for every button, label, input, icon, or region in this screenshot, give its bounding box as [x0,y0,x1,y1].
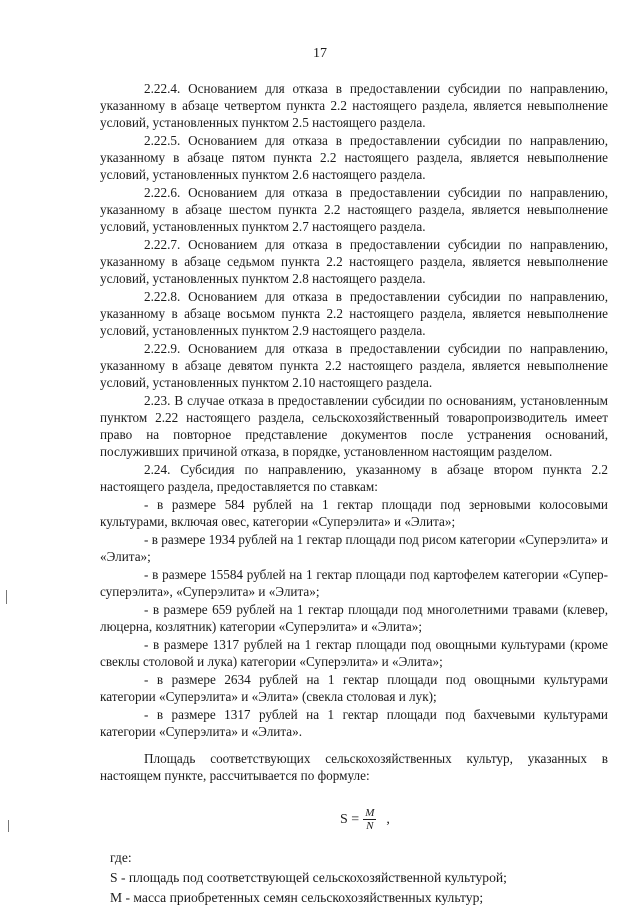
formula-comma: , [386,811,390,827]
rate-item: - в размере 2634 рублей на 1 гектар площади под овощными культурами категории «Суперэлита» и «Элита» (свекла столовая и лук); [100,672,608,704]
rate-item: - в размере 15584 рублей на 1 гектар площади под картофелем категории «Супер-суперэлита», «Суперэлита» и «Элита»; [100,567,608,599]
paragraph-2-22-4: 2.22.4. Основанием для отказа в предоставлении субсидии по направлению, указанному в абзаце четвертом пункта 2.2 настоящего раздела, является невыполнение условий, установленных пунктом 2.5 настоящего раздела. [100,81,608,130]
paragraph-2-22-7: 2.22.7. Основанием для отказа в предоставлении субсидии по направлению, указанному в абзаце седьмом пункта 2.2 настоящего раздела, является невыполнение условий, установленных пунктом 2.8 настоящего раздела. [100,237,608,286]
rate-item: - в размере 1317 рублей на 1 гектар площади под бахчевыми культурами категории «Суперэлита» и «Элита». [100,707,608,739]
paragraph-2-22-6: 2.22.6. Основанием для отказа в предоставлении субсидии по направлению, указанному в абзаце шестом пункта 2.2 настоящего раздела, является невыполнение условий, установленных пунктом 2.7 настоящего раздела. [100,185,608,234]
paragraph-2-24: 2.24. Субсидия по направлению, указанному в абзаце втором пункта 2.2 настоящего раздела, предоставляется по ставкам: [100,462,608,494]
formula-fraction [363,807,376,832]
scan-margin-mark [6,590,7,604]
paragraph-area-formula-intro: Площадь соответствующих сельскохозяйственных культур, указанных в настоящем пункте, рассчитывается по формуле: [100,751,608,783]
definition-s: S - площадь под соответствующей сельскохозяйственной культурой; [110,870,507,885]
definition-m: М - масса приобретенных семян сельскохозяйственных культур; [110,890,484,905]
rate-item: - в размере 584 рублей на 1 гектар площади под зерновыми колосовыми культурами, включая овес, категории «Суперэлита» и «Элита»; [100,497,608,529]
rate-item: - в размере 1934 рублей на 1 гектар площади под рисом категории «Суперэлита» и «Элита»; [100,532,608,564]
paragraph-2-22-5: 2.22.5. Основанием для отказа в предоставлении субсидии по направлению, указанному в абзаце пятом пункта 2.2 настоящего раздела, является невыполнение условий, установленных пунктом 2.6 настоящего раздела. [100,133,608,182]
paragraph-2-23: 2.23. В случае отказа в предоставлении субсидии по основаниям, установленным пунктом 2.22 настоящего раздела, сельскохозяйственный товаропроизводитель имеет право на повторное представление документов после устранения оснований, послуживших причиной отказа, в порядке, установленном настоящим разделом. [100,393,608,459]
rate-item: - в размере 1317 рублей на 1 гектар площади под овощными культурами (кроме свеклы столовой и лука) категории «Суперэлита» и «Элита»; [100,637,608,669]
area-formula [100,800,608,838]
formula-lhs: S = [340,811,360,827]
formula-denominator: N [366,819,374,832]
page-number: 17 [313,46,327,61]
scan-margin-mark [8,820,9,832]
rate-item: - в размере 659 рублей на 1 гектар площади под многолетними травами (клевер, люцерна, козлятник) категории «Суперэлита» и «Элита»; [100,602,608,634]
paragraph-2-22-9: 2.22.9. Основанием для отказа в предоставлении субсидии по направлению, указанному в абзаце девятом пункта 2.2 настоящего раздела, является невыполнение условий, установленных пунктом 2.10 настоящего раздела. [100,341,608,390]
formula-numerator: M [365,806,375,819]
paragraph-2-22-8: 2.22.8. Основанием для отказа в предоставлении субсидии по направлению, указанному в абзаце восьмом пункта 2.2 настоящего раздела, является невыполнение условий, установленных пунктом 2.9 настоящего раздела. [100,289,608,338]
where-label: где: [110,850,132,865]
document-body [100,80,608,908]
